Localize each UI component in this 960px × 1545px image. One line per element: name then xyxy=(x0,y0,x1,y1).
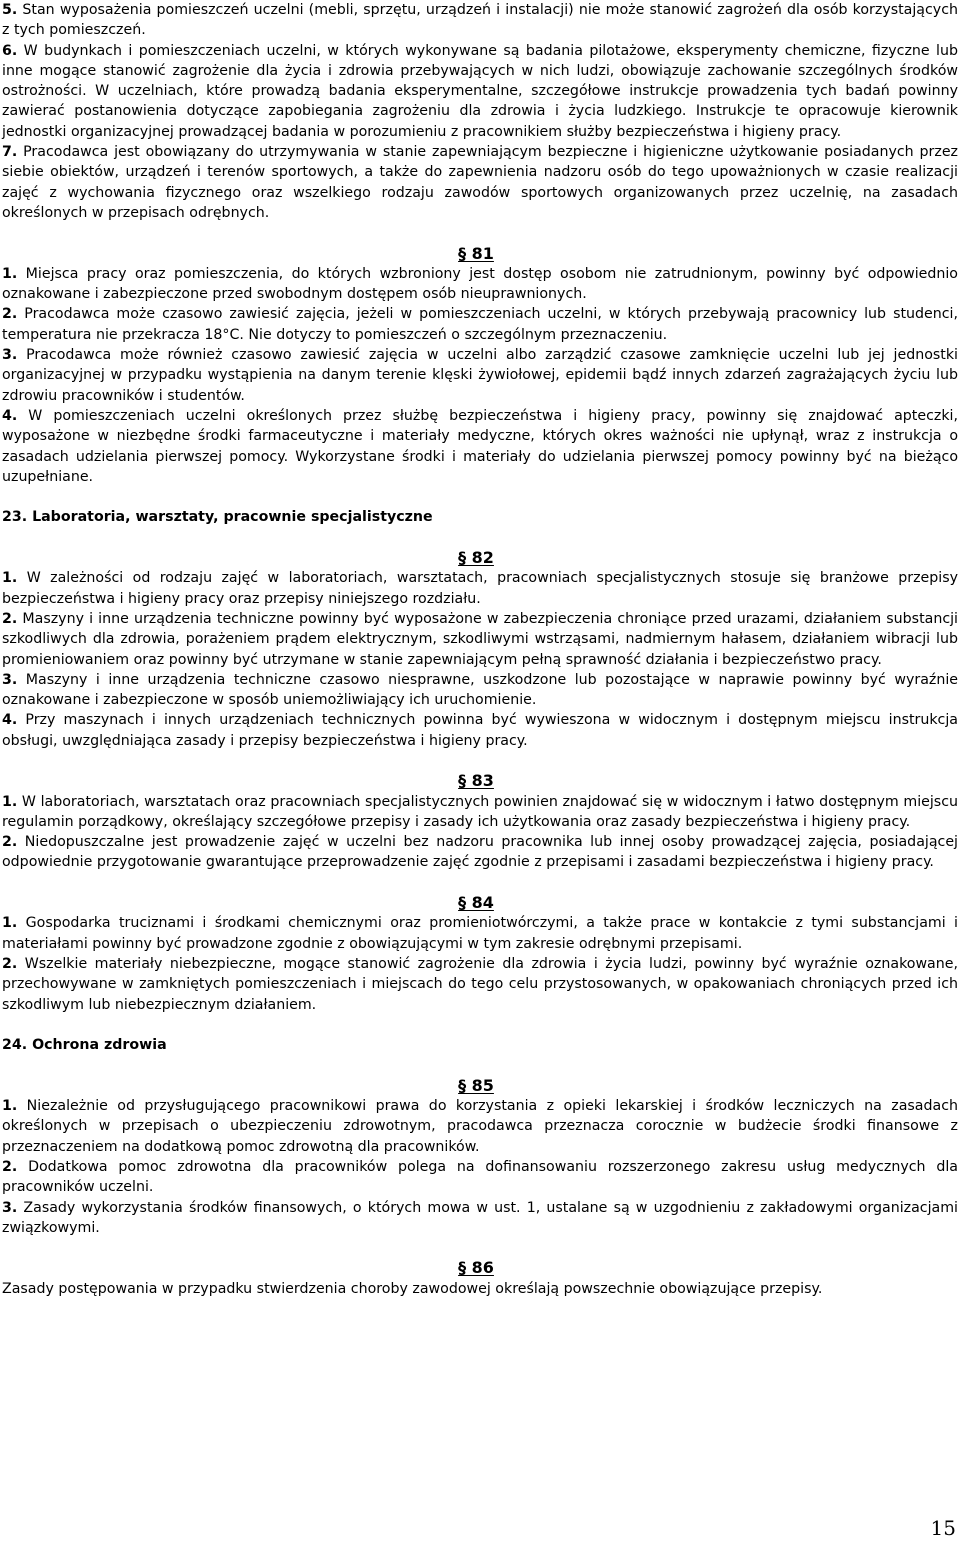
paragraph xyxy=(2,954,958,1015)
paragraph xyxy=(2,609,958,670)
paragraph xyxy=(2,304,958,345)
paragraph-text: Pracodawca może również czasowo zawiesić zajęcia w uczelni albo zarządzić czasowe zamknięcie uczelni lub jej jednostki organizacyjnej w przypadku wystąpienia na danym terenie klęski żywiołowej, epidemii bądź innych zdarzeń zagrażających życiu lub zdrowiu pracowników i studentów. xyxy=(2,347,958,404)
paragraph-text: W budynkach i pomieszczeniach uczelni, w których wykonywane są badania pilotażowe, eksperymenty chemiczne, fizyczne lub inne mogące stanowić zagrożenie dla życia i zdrowia przebywających w nich ludzi, obowiązuje zachowanie szczególnych środków ostrożności. W uczelniach, które prowadzą badania eksperymentalne, szczegółowe instrukcje prowadzenia tych badań powinny zawierać postanowienia dotyczące zapobiegania zagrożeniu dla zdrowia i życia ludzkiego. Instrukcje te opracowuje kierownik jednostki organizacyjnej prowadzącej badania w porozumieniu z pracownikiem służby bezpieczeństwa i higieny pracy. xyxy=(2,42,958,140)
item-number: 3. xyxy=(2,347,18,364)
paragraph-text: Dodatkowa pomoc zdrowotna dla pracowników polega na dofinansowaniu rozszerzonego zakresu usług medycznych dla pracowników uczelni. xyxy=(2,1158,958,1196)
item-number: 3. xyxy=(2,1199,18,1216)
item-number: 1. xyxy=(2,915,18,932)
paragraph xyxy=(2,41,958,142)
paragraph-text: Przy maszynach i innych urządzeniach technicznych powinna być wywieszona w widocznym i dostępnym miejscu instrukcja obsługi, uwzględniająca zasady i przepisy bezpieczeństwa i higieny pracy. xyxy=(2,712,958,749)
page-number: 15 xyxy=(930,1516,956,1540)
item-number: 7. xyxy=(2,144,18,161)
item-number: 1. xyxy=(2,1098,18,1115)
item-number: 2. xyxy=(2,955,18,972)
paragraph-text: Niedopuszczalne jest prowadzenie zajęć w uczelni bez nadzoru pracownika lub innej osoby prowadzącej zajęcia, posiadającej odpowiednie przygotowanie gwarantujące przeprowadzenie zajęć zgodnie z przepisami i zasadami bezpieczeństwa i higieny pracy. xyxy=(2,834,958,871)
paragraph-text: Pracodawca jest obowiązany do utrzymywania w stanie zapewniającym bezpieczne i higieniczne użytkowanie posiadanych przez siebie obiektów, urządzeń i terenów sportowych, a także do zapewnienia nadzoru osób do tego upoważnionych w czasie realizacji zajęć z wychowania fizycznego oraz wszelkiego rodzaju zawodów sportowych organizowanych przez uczelnię, na zasadach określonych w przepisach odrębnych. xyxy=(2,144,958,221)
blank-line xyxy=(2,528,958,548)
blank-line xyxy=(2,223,958,243)
paragraph-text: Zasady postępowania w przypadku stwierdzenia choroby zawodowej określają powszechnie obowiązujące przepisy. xyxy=(2,1280,823,1297)
item-number: 3. xyxy=(2,671,18,688)
blank-line xyxy=(2,873,958,893)
paragraph xyxy=(2,345,958,406)
section-heading: 24. Ochrona zdrowia xyxy=(2,1037,167,1054)
paragraph-text: Zasady wykorzystania środków finansowych, o których mowa w ust. 1, ustalane są w uzgodnieniu z zakładowymi organizacjami związkowymi. xyxy=(2,1199,958,1236)
paragraph-sign-heading: § 85 xyxy=(458,1075,494,1095)
paragraph-text: W laboratoriach, warsztatach oraz pracowniach specjalistycznych powinien znajdować się w widocznym i łatwo dostępnym miejscu regulamin porządkowy, określający szczegółowe przepisy i zasady ich użytkowania oraz zasady bezpieczeństwa i higieny pracy. xyxy=(2,793,958,830)
paragraph xyxy=(2,670,958,711)
paragraph-text: W pomieszczeniach uczelni określonych przez służbę bezpieczeństwa i higieny pracy, powinny się znajdować apteczki, wyposażone w niezbędne środki farmaceutyczne i materiały medyczne, których okres ważności nie upłynął, wraz z instrukcja o zasadach udzielania pierwszej pomocy. Wykorzystane środki i materiały do udzielania pierwszej pomocy powinny być na bieżąco uzupełniane. xyxy=(2,407,958,485)
paragraph-text: Stan wyposażenia pomieszczeń uczelni (mebli, sprzętu, urządzeń i instalacji) nie może stanowić zagrożeń dla osób korzystających z tych pomieszczeń. xyxy=(2,2,958,39)
item-number: 2. xyxy=(2,610,18,627)
paragraph xyxy=(2,1157,958,1198)
paragraph xyxy=(2,406,958,487)
item-number: 1. xyxy=(2,570,18,587)
item-number: 2. xyxy=(2,1158,18,1175)
paragraph xyxy=(2,1198,958,1239)
paragraph xyxy=(2,264,958,305)
paragraph-text: Maszyny i inne urządzenia techniczne czasowo niesprawne, uszkodzone lub pozostające w naprawie powinny być wyraźnie oznakowane i zabezpieczone w sposób uniemożliwiający ich uruchomienie. xyxy=(2,671,958,709)
paragraph xyxy=(2,710,958,751)
paragraph xyxy=(2,913,958,954)
blank-line xyxy=(2,1015,958,1035)
paragraph xyxy=(2,1096,958,1157)
blank-line xyxy=(2,751,958,771)
paragraph xyxy=(2,832,958,873)
item-number: 2. xyxy=(2,306,18,323)
paragraph-sign-heading: § 83 xyxy=(458,771,494,791)
paragraph xyxy=(2,792,958,833)
item-number: 2. xyxy=(2,834,18,851)
item-number: 4. xyxy=(2,712,18,729)
item-number: 1. xyxy=(2,793,18,810)
paragraph-text: Niezależnie od przysługującego pracownikowi prawa do korzystania z opieki lekarskiej i środków leczniczych na zasadach określonych w przepisach o ubezpieczeniu zdrowotnym, pracodawca przeznacza corocznie w budżecie środki finansowe z przeznaczeniem na dodatkową pomoc zdrowotną dla pracowników. xyxy=(2,1098,958,1155)
section-heading: 23. Laboratoria, warsztaty, pracownie specjalistyczne xyxy=(2,509,433,526)
item-number: 1. xyxy=(2,265,18,282)
item-number: 4. xyxy=(2,407,18,424)
paragraph-text: Pracodawca może czasowo zawiesić zajęcia, jeżeli w pomieszczeniach uczelni, w których przebywają pracownicy lub studenci, temperatura nie przekracza 18°C. Nie dotyczy to pomieszczeń o szczególnym przeznaczeniu. xyxy=(2,306,958,343)
paragraph-sign-heading: § 82 xyxy=(458,548,494,568)
paragraph-sign-heading: § 84 xyxy=(458,893,494,913)
blank-line xyxy=(2,1055,958,1075)
paragraph-sign-heading: § 86 xyxy=(458,1258,494,1278)
blank-line xyxy=(2,487,958,507)
item-number: 5. xyxy=(2,2,18,18)
paragraph-text: Maszyny i inne urządzenia techniczne powinny być wyposażone w zabezpieczenia chroniące przed urazami, działaniem substancji szkodliwych dla zdrowia, porażeniem prądem elektrycznym, szkodliwymi wstrząsami, nadmiernym hałasem, działaniem wibracji lub promieniowaniem oraz powinny być utrzymane w stanie zapewniającym pełną sprawność działania i bezpieczeństwo pracy. xyxy=(2,610,958,668)
blank-line xyxy=(2,1238,958,1258)
paragraph-text: Miejsca pracy oraz pomieszczenia, do których wzbroniony jest dostęp osobom nie zatrudnionym, powinny być odpowiednio oznakowane i zabezpieczone przed swobodnym dostępem osób nieuprawnionych. xyxy=(2,265,958,303)
document-body xyxy=(2,0,958,1299)
item-number: 6. xyxy=(2,42,18,59)
paragraph-text: Gospodarka truciznami i środkami chemicznymi oraz promieniotwórczymi, a także prace w kontakcie z tymi substancjami i materiałami powinny być prowadzone zgodnie z obowiązującymi w tym zakresie odrębnymi przepisami. xyxy=(2,915,958,952)
paragraph-text: Wszelkie materiały niebezpieczne, mogące stanowić zagrożenie dla zdrowia i życia ludzi, powinny być wyraźnie oznakowane, przechowywane w zamkniętych pomieszczeniach i miejscach do tego celu przystosowanych, w opakowaniach chroniących przed ich szkodliwym lub niebezpiecznym działaniem. xyxy=(2,955,958,1013)
paragraph-text: W zależności od rodzaju zajęć w laboratoriach, warsztatach, pracowniach specjalistycznych stosuje się branżowe przepisy bezpieczeństwa i higieny pracy oraz przepisy niniejszego rozdziału. xyxy=(2,570,958,607)
paragraph xyxy=(2,1279,958,1299)
paragraph-sign-heading: § 81 xyxy=(458,243,494,263)
paragraph xyxy=(2,142,958,223)
paragraph xyxy=(2,568,958,609)
paragraph xyxy=(2,0,958,41)
